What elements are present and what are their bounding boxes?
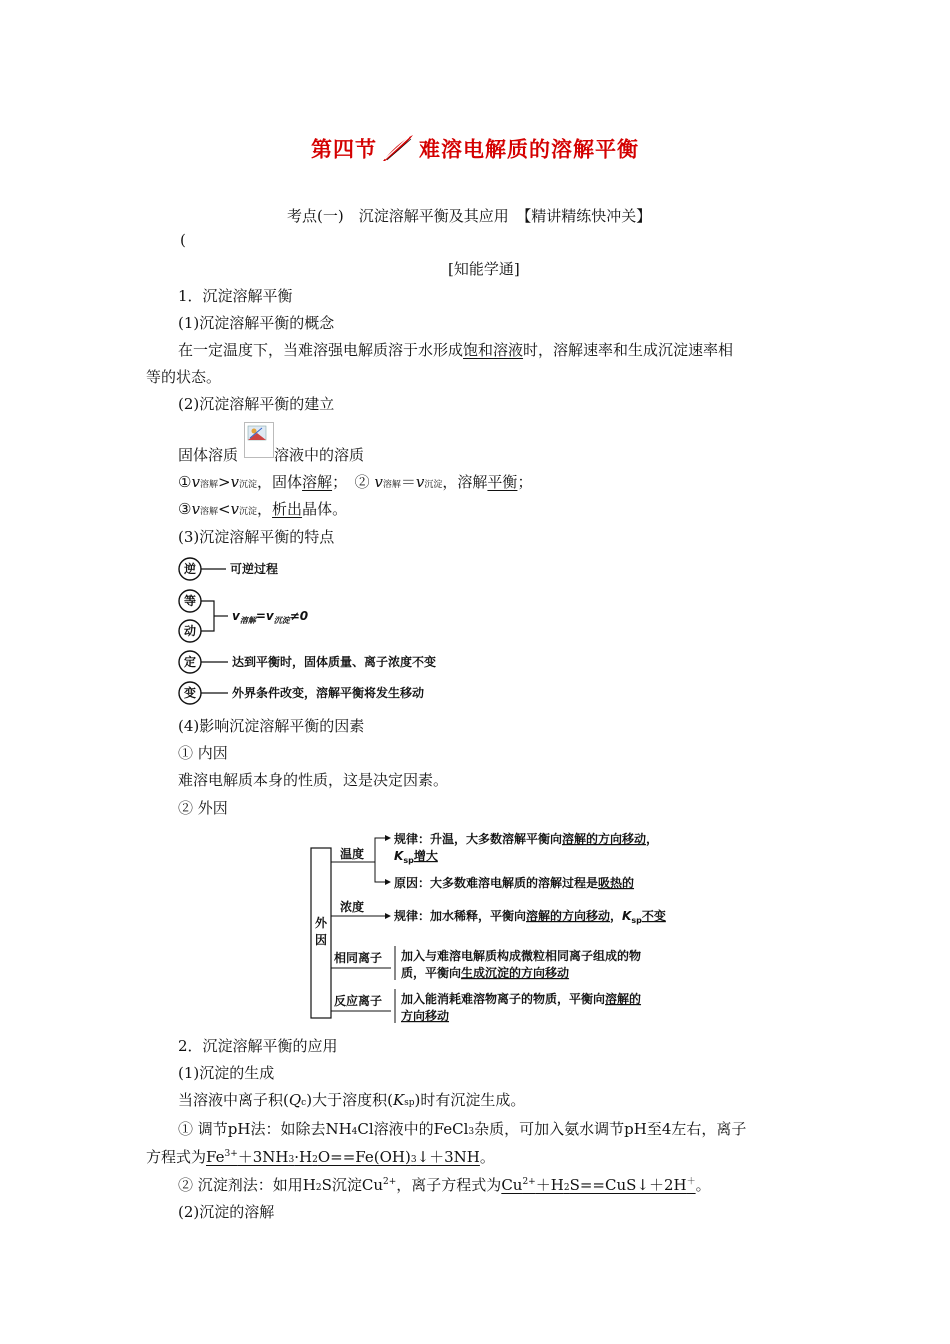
svg-text:加入与难溶电解质构成微粒相同离子组成的物: 加入与难溶电解质构成微粒相同离子组成的物 [401, 949, 642, 963]
case-3: ③v溶解<v沉淀，析出晶体。 [178, 500, 348, 518]
ph-method-line-1: ① 调节pH法：如除去NH4Cl溶液中的FeCl3杂质，可加入氨水调节pH至4左右，离子 [178, 1120, 747, 1138]
zhineng-label: [知能学通] [448, 260, 520, 278]
svg-text:方向移动: 方向移动 [401, 1009, 450, 1023]
svg-text:等: 等 [183, 594, 197, 608]
concept-line-1: 在一定温度下，当难溶强电解质溶于水形成饱和溶液时，溶解速率和生成沉淀速率相 [178, 341, 734, 359]
svg-text:逆: 逆 [183, 562, 197, 576]
branch-concentration [331, 899, 666, 925]
branch-common-ion [331, 946, 641, 980]
factors-heading: (4)影响沉淀溶解平衡的因素 [178, 717, 365, 735]
features-heading: (3)沉淀溶解平衡的特点 [178, 528, 335, 546]
svg-text:外: 外 [314, 916, 328, 930]
equilibrium-image-icon [244, 422, 274, 458]
svg-text:可逆过程: 可逆过程 [230, 562, 279, 576]
section-1-heading: 1．沉淀溶解平衡 [178, 287, 293, 305]
concept-line-2: 等的状态。 [146, 368, 222, 386]
internal-heading: ① 内因 [178, 744, 228, 762]
solid-solute: 固体溶质 [178, 446, 239, 464]
svg-text:v溶解=v沉淀≠0: $v_{溶解}=v_{沉淀}\ne 0$ [232, 609, 309, 625]
solution-solute: 溶液中的溶质 [274, 446, 365, 464]
svg-text:相同离子: 相同离子 [334, 951, 383, 965]
generation-text: 当溶液中离子积(Qc)大于溶度积(Ksp)时有沉淀生成。 [178, 1091, 526, 1109]
feature-ding [179, 651, 436, 673]
svg-text:因: 因 [314, 933, 328, 947]
feature-deng-dong [179, 590, 308, 642]
svg-text:原因：大多数难溶电解质的溶解过程是吸热的: 原因：大多数难溶电解质的溶解过程是吸热的 [394, 876, 635, 890]
external-factors-diagram [305, 826, 685, 1026]
establish-heading: (2)沉淀溶解平衡的建立 [178, 395, 335, 413]
precipitant-method: ② 沉淀剂法：如用H2S沉淀$Cu^{2+}$，离子方程式为$Cu^{2+}+H2S==CuS↓+2H^+$。 [178, 1176, 711, 1194]
page-title [0, 133, 950, 168]
svg-text:规律：加水稀释，平衡向溶解的方向移动，Ksp不变: 规律：加水稀释，平衡向溶解的方向移动，$K_{sp}$不变 [394, 909, 666, 925]
external-heading: ② 外因 [178, 799, 228, 817]
svg-text:加入能消耗难溶物离子的物质，平衡向溶解的: 加入能消耗难溶物离子的物质，平衡向溶解的 [401, 992, 642, 1006]
dissolution-heading: (2)沉淀的溶解 [178, 1203, 275, 1221]
generation-heading: (1)沉淀的生成 [178, 1064, 275, 1082]
section-title: 难溶电解质的溶解平衡 [419, 137, 639, 162]
svg-text:外界条件改变，溶解平衡将发生移动: 外界条件改变，溶解平衡将发生移动 [232, 686, 425, 700]
svg-text:达到平衡时，固体质量、离子浓度不变: 达到平衡时，固体质量、离子浓度不变 [232, 655, 437, 669]
feature-bian [179, 682, 424, 704]
case-1: ①v溶解>v沉淀，固体溶解； ② v溶解＝v沉淀，溶解平衡； [178, 473, 533, 491]
internal-text: 难溶电解质本身的性质，这是决定因素。 [178, 771, 449, 789]
features-diagram [170, 554, 480, 706]
svg-text:变: 变 [183, 686, 197, 700]
section-2-heading: 2．沉淀溶解平衡的应用 [178, 1037, 338, 1055]
feather-pen-icon [381, 133, 415, 168]
svg-text:质，平衡向生成沉淀的方向移动: 质，平衡向生成沉淀的方向移动 [401, 966, 570, 980]
branch-temperature [331, 831, 658, 890]
svg-text:动: 动 [183, 624, 197, 638]
ph-method-line-2: 方程式为$Fe^{3+}+3NH3\cdot H2O==Fe(OH)3↓+3NH$。 [146, 1148, 495, 1166]
branch-reacting-ion [331, 989, 641, 1023]
section-number: 第四节 [311, 137, 377, 162]
svg-text:温度: 温度 [340, 847, 365, 861]
svg-text:定: 定 [183, 655, 197, 669]
concept-heading: (1)沉淀溶解平衡的概念 [178, 314, 335, 332]
svg-text:规律：升温，大多数溶解平衡向溶解的方向移动，: 规律：升温，大多数溶解平衡向溶解的方向移动， [394, 832, 659, 846]
feature-ni [179, 558, 278, 580]
svg-text:Ksp增大: $K_{sp}$增大 [394, 849, 438, 865]
paren: ( [180, 231, 186, 249]
kaodian-heading: 考点(一) 沉淀溶解平衡及其应用 【精讲精练快冲关】 [287, 207, 652, 225]
svg-text:浓度: 浓度 [340, 900, 365, 914]
svg-text:反应离子: 反应离子 [334, 994, 383, 1008]
